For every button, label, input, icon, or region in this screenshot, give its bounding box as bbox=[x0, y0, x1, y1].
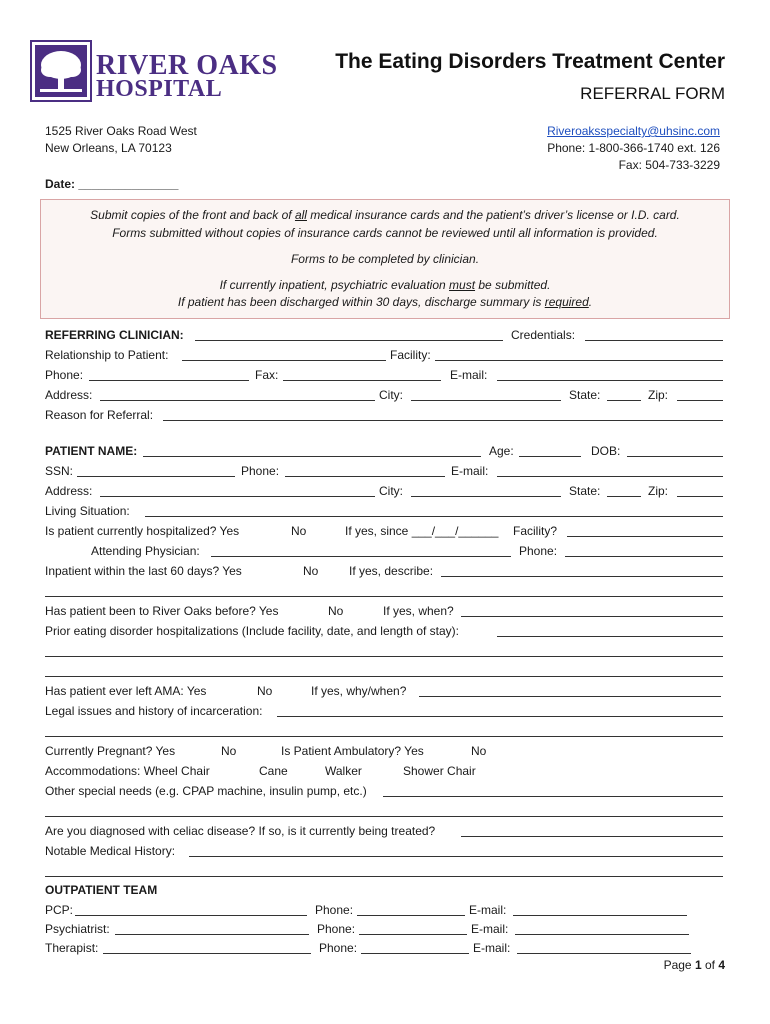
clinician-email-label: E-mail: bbox=[450, 368, 488, 382]
pregnant-no[interactable]: No bbox=[221, 744, 237, 758]
notice-line-5: If patient has been discharged within 30 days, discharge summary is required. bbox=[177, 295, 593, 309]
prior-ed-label: Prior eating disorder hospitalizations (Include facility, date, and length of stay): bbox=[45, 624, 459, 638]
reason-row bbox=[45, 408, 725, 424]
ambulatory-label: Is Patient Ambulatory? Yes bbox=[281, 744, 424, 758]
clinician-zip-input[interactable] bbox=[677, 388, 723, 401]
clinician-email-input[interactable] bbox=[497, 368, 723, 381]
prior-ed-input[interactable] bbox=[497, 624, 723, 637]
river-oaks-before-no[interactable]: No bbox=[328, 604, 344, 618]
prior-ed-line3[interactable] bbox=[45, 676, 723, 677]
patient-name-row bbox=[45, 444, 725, 460]
psychiatrist-label: Psychiatrist: bbox=[45, 922, 110, 936]
pcp-email-label: E-mail: bbox=[469, 903, 507, 917]
notable-history-label: Notable Medical History: bbox=[45, 844, 176, 858]
dob-input[interactable] bbox=[627, 444, 723, 457]
patient-zip-input[interactable] bbox=[677, 484, 723, 497]
pcp-phone-input[interactable] bbox=[357, 903, 465, 916]
therapist-input[interactable] bbox=[103, 941, 311, 954]
left-ama-why-label: If yes, why/when? bbox=[311, 684, 407, 698]
oak-tree-icon bbox=[30, 40, 92, 102]
psychiatrist-email-input[interactable] bbox=[515, 922, 689, 935]
legal-line2[interactable] bbox=[45, 736, 723, 737]
clinician-state-label: State: bbox=[569, 388, 601, 402]
hospital-address bbox=[45, 123, 197, 157]
notable-history-line2[interactable] bbox=[45, 876, 723, 877]
pcp-input[interactable] bbox=[75, 903, 307, 916]
age-label: Age: bbox=[489, 444, 514, 458]
patient-email-input[interactable] bbox=[497, 464, 723, 477]
legal-label: Legal issues and history of incarceration: bbox=[45, 704, 263, 718]
river-oaks-before-row bbox=[45, 604, 725, 620]
clinician-phone-input[interactable] bbox=[89, 368, 249, 381]
special-needs-row bbox=[45, 784, 725, 800]
patient-phone-label: Phone: bbox=[241, 464, 280, 478]
legal-row bbox=[45, 704, 725, 720]
special-needs-line2[interactable] bbox=[45, 816, 723, 817]
attending-input[interactable] bbox=[211, 544, 511, 557]
accommodations-cane[interactable]: Cane bbox=[259, 764, 288, 778]
left-ama-label: Has patient ever left AMA: Yes bbox=[45, 684, 207, 698]
notice-line-3: Forms to be completed by clinician. bbox=[290, 252, 480, 266]
psychiatrist-phone-input[interactable] bbox=[359, 922, 467, 935]
clinician-city-input[interactable] bbox=[411, 388, 561, 401]
hospitalized-since[interactable]: If yes, since ___/___/______ bbox=[345, 524, 499, 538]
accommodations-wheelchair[interactable]: Accommodations: Wheel Chair bbox=[45, 764, 210, 778]
patient-state-label: State: bbox=[569, 484, 601, 498]
celiac-input[interactable] bbox=[461, 824, 723, 837]
clinician-address-row bbox=[45, 388, 725, 404]
river-oaks-before-label: Has patient been to River Oaks before? Yes bbox=[45, 604, 279, 618]
notice-line-4: If currently inpatient, psychiatric evaluation must be submitted. bbox=[219, 278, 551, 292]
accommodations-shower-chair[interactable]: Shower Chair bbox=[403, 764, 476, 778]
page-number: Page 1 of 4 bbox=[663, 958, 725, 972]
clinician-zip-label: Zip: bbox=[648, 388, 669, 402]
hospital-logo bbox=[30, 40, 278, 106]
hospitalized-facility-label: Facility? bbox=[513, 524, 558, 538]
attending-phone-label: Phone: bbox=[519, 544, 558, 558]
pcp-label: PCP: bbox=[45, 903, 74, 917]
living-row bbox=[45, 504, 725, 520]
facility-label: Facility: bbox=[390, 348, 431, 362]
instructions-notice bbox=[40, 199, 730, 319]
patient-name-label: PATIENT NAME: bbox=[45, 444, 138, 458]
contact-phone: Phone: 1-800-366-1740 ext. 126 bbox=[547, 141, 720, 155]
therapist-label: Therapist: bbox=[45, 941, 99, 955]
pcp-row bbox=[45, 903, 725, 919]
page-subtitle: REFERRAL FORM bbox=[580, 84, 725, 103]
clinician-city-label: City: bbox=[379, 388, 403, 402]
pcp-phone-label: Phone: bbox=[315, 903, 354, 917]
legal-input[interactable] bbox=[277, 704, 723, 717]
notice-line-2: Forms submitted without copies of insurance cards cannot be reviewed until all information is provided. bbox=[112, 226, 658, 240]
hospitalized-no[interactable]: No bbox=[291, 524, 307, 538]
clinician-phone-label: Phone: bbox=[45, 368, 84, 382]
reason-input[interactable] bbox=[163, 408, 723, 421]
prior-ed-line2[interactable] bbox=[45, 656, 723, 657]
relationship-label: Relationship to Patient: bbox=[45, 348, 169, 362]
credentials-label: Credentials: bbox=[511, 328, 576, 342]
clinician-phone-row bbox=[45, 368, 725, 384]
patient-address-input[interactable] bbox=[100, 484, 375, 497]
left-ama-row bbox=[45, 684, 725, 700]
clinician-fax-input[interactable] bbox=[283, 368, 441, 381]
patient-address-row bbox=[45, 484, 725, 500]
psychiatrist-input[interactable] bbox=[115, 922, 309, 935]
contact-email-link[interactable]: Riveroaksspecialty@uhsinc.com bbox=[547, 124, 720, 138]
inpatient60-describe-input[interactable] bbox=[441, 564, 723, 577]
celiac-label: Are you diagnosed with celiac disease? If so, is it currently being treated? bbox=[45, 824, 436, 838]
notable-history-row bbox=[45, 844, 725, 860]
special-needs-label: Other special needs (e.g. CPAP machine, insulin pump, etc.) bbox=[45, 784, 367, 798]
address-line2: New Orleans, LA 70123 bbox=[45, 141, 172, 155]
hospitalized-row bbox=[45, 524, 725, 540]
therapist-phone-input[interactable] bbox=[361, 941, 469, 954]
address-line1: 1525 River Oaks Road West bbox=[45, 124, 197, 138]
psychiatrist-email-label: E-mail: bbox=[471, 922, 509, 936]
river-oaks-when-label: If yes, when? bbox=[383, 604, 454, 618]
left-ama-no[interactable]: No bbox=[257, 684, 273, 698]
credentials-input[interactable] bbox=[585, 328, 723, 341]
patient-name-input[interactable] bbox=[143, 444, 481, 457]
living-label: Living Situation: bbox=[45, 504, 130, 518]
outpatient-heading-row bbox=[45, 883, 725, 899]
clinician-address-label: Address: bbox=[45, 388, 93, 402]
inpatient60-no[interactable]: No bbox=[303, 564, 319, 578]
accommodations-row bbox=[45, 764, 725, 780]
pregnant-row bbox=[45, 744, 725, 760]
psychiatrist-phone-label: Phone: bbox=[317, 922, 356, 936]
ssn-input[interactable] bbox=[77, 464, 235, 477]
referring-clinician-label: REFERRING CLINICIAN: bbox=[45, 328, 184, 342]
clinician-address-input[interactable] bbox=[100, 388, 375, 401]
therapist-phone-label: Phone: bbox=[319, 941, 358, 955]
page-title: The Eating Disorders Treatment Center bbox=[335, 50, 725, 73]
special-needs-input[interactable] bbox=[383, 784, 723, 797]
patient-email-label: E-mail: bbox=[451, 464, 489, 478]
patient-city-input[interactable] bbox=[411, 484, 561, 497]
accommodations-walker[interactable]: Walker bbox=[325, 764, 362, 778]
logo-wordmark-line1: RIVER OAKS bbox=[96, 50, 278, 81]
patient-zip-label: Zip: bbox=[648, 484, 669, 498]
outpatient-heading: OUTPATIENT TEAM bbox=[45, 883, 158, 897]
dob-label: DOB: bbox=[591, 444, 621, 458]
inpatient60-describe-line2[interactable] bbox=[45, 596, 723, 597]
notable-history-input[interactable] bbox=[189, 844, 723, 857]
inpatient60-label: Inpatient within the last 60 days? Yes bbox=[45, 564, 242, 578]
facility-input[interactable] bbox=[435, 348, 723, 361]
notice-line-1: Submit copies of the front and back of all medical insurance cards and the patient’s driver’s license or I.D. card. bbox=[90, 208, 680, 222]
therapist-row bbox=[45, 941, 725, 957]
relationship-row bbox=[45, 348, 725, 364]
patient-phone-input[interactable] bbox=[285, 464, 445, 477]
hospitalized-facility-input[interactable] bbox=[567, 524, 723, 537]
patient-state-input[interactable] bbox=[607, 484, 641, 497]
patient-city-label: City: bbox=[379, 484, 403, 498]
therapist-email-input[interactable] bbox=[517, 941, 691, 954]
ssn-label: SSN: bbox=[45, 464, 74, 478]
celiac-row bbox=[45, 824, 725, 840]
pcp-email-input[interactable] bbox=[513, 903, 687, 916]
clinician-fax-label: Fax: bbox=[255, 368, 279, 382]
attending-label: Attending Physician: bbox=[91, 544, 200, 558]
clinician-state-input[interactable] bbox=[607, 388, 641, 401]
hospitalized-label: Is patient currently hospitalized? Yes bbox=[45, 524, 240, 538]
ambulatory-no[interactable]: No bbox=[471, 744, 487, 758]
inpatient60-describe-label: If yes, describe: bbox=[349, 564, 434, 578]
reason-label: Reason for Referral: bbox=[45, 408, 154, 422]
ssn-row bbox=[45, 464, 725, 480]
living-input[interactable] bbox=[145, 504, 723, 517]
relationship-input[interactable] bbox=[182, 348, 386, 361]
contact-block bbox=[547, 123, 720, 174]
left-ama-why-input[interactable] bbox=[419, 684, 721, 697]
attending-phone-input[interactable] bbox=[565, 544, 723, 557]
therapist-email-label: E-mail: bbox=[473, 941, 511, 955]
date-field[interactable]: Date: _______________ bbox=[45, 177, 179, 191]
attending-row bbox=[45, 544, 725, 560]
referring-clinician-row bbox=[45, 328, 725, 344]
pregnant-label: Currently Pregnant? Yes bbox=[45, 744, 176, 758]
patient-address-label: Address: bbox=[45, 484, 93, 498]
logo-wordmark-line2: HOSPITAL bbox=[96, 76, 223, 102]
river-oaks-when-input[interactable] bbox=[461, 604, 723, 617]
age-input[interactable] bbox=[519, 444, 581, 457]
prior-ed-row bbox=[45, 624, 725, 640]
psychiatrist-row bbox=[45, 922, 725, 938]
referring-clinician-input[interactable] bbox=[195, 328, 503, 341]
inpatient60-row bbox=[45, 564, 725, 580]
contact-fax: Fax: 504-733-3229 bbox=[618, 158, 720, 172]
